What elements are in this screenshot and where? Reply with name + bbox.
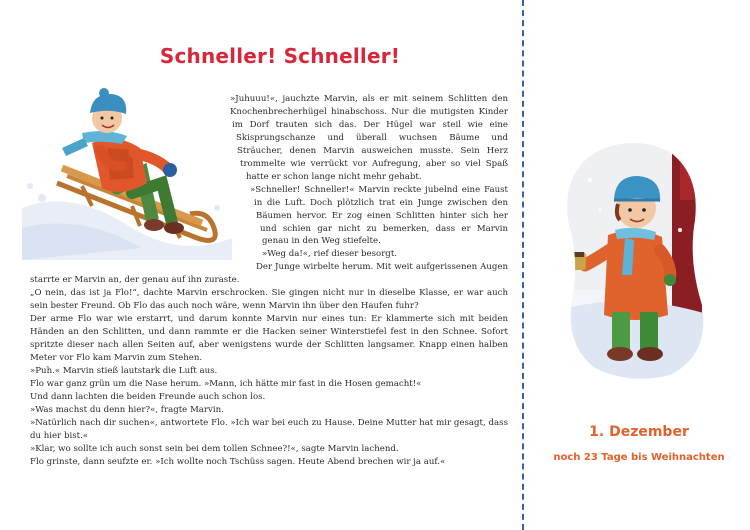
boy-with-hot-drink-illustration (560, 140, 710, 380)
paragraph: Der Junge wirbelte herum. Mit weit aufgerissenen Augen starrte er Marvin an, der genau auf ihn zuraste. (30, 262, 508, 286)
paragraph: „O nein, das ist ja Flo!“, dachte Marvin erschrocken. Sie gingen nicht nur in dieselbe Klasse, er war auch sein bester Freund. Ob Flo das auch noch wäre, wenn Marvin ihn über den Haufen fuhr? (30, 288, 508, 312)
paragraph: »Was machst du denn hier?«, fragte Marvin. (30, 404, 224, 415)
calendar-date: 1. Dezember (589, 424, 689, 440)
christmas-countdown: noch 23 Tage bis Weihnachten (553, 452, 725, 463)
paragraph: »Klar, wo sollte ich auch sonst sein bei dem tollen Schnee?!«, sagte Marvin lachend. (30, 443, 399, 454)
paragraph: Der arme Flo war wie erstarrt, und darum konnte Marvin nur eines tun: Er klammerte sich mit beiden Händen an den Schlitten, und dann rammte er die Hacken seiner Winterstiefel fest in den Schnee. Sofort spritzte dieser nach allen Seiten auf, aber wenigstens wurde der Schlitten langsamer. Knapp einen halben Meter vor Flo kam Marvin zum Stehen. (30, 314, 508, 364)
paragraph: Flo grinste, dann seufzte er. »Ich wollte noch Tschüss sagen. Heute Abend brechen wir ja auf.« (30, 456, 446, 467)
paragraph: »Schneller! Schneller!« Marvin reckte jubelnd eine Faust in die Luft. Doch plötzlich trat ein Junge zwischen den Bäumen hervor. Er zog einen Schlitten hinter sich her und schien gar nicht zu bemerken, dass er Marvin genau in den Weg stiefelte. (250, 184, 508, 247)
paragraph: Flo war ganz grün um die Nase herum. »Mann, ich hätte mir fast in die Hosen gemacht!« (30, 378, 422, 389)
story-text (30, 93, 508, 469)
paragraph: Und dann lachten die beiden Freunde auch schon los. (30, 391, 266, 402)
paragraph: »Juhuuu!«, jauchzte Marvin, als er mit seinem Schlitten den Knochenbrecherhügel hinabschoss. Nur die mutigsten Kinder im Dorf trauten sich das. Der Hügel war steil wie eine Skisprungschanze und überall wuchsen Bäume und Sträucher, denen Marvin ausweichen musste. Sein Herz trommelte wie verrückt vor Aufregung, aber so viel Spaß hatte er schon lange nicht mehr gehabt. (230, 94, 508, 182)
page-divider (522, 0, 524, 530)
paragraph: »Natürlich nach dir suchen«, antwortete Flo. »Ich war bei euch zu Hause. Deine Mutter hat mir gesagt, dass du hier bist.« (30, 417, 508, 441)
story-title: Schneller! Schneller! (159, 44, 401, 68)
paragraph: »Puh.« Marvin stieß lautstark die Luft aus. (30, 366, 218, 377)
paragraph: »Weg da!«, rief dieser besorgt. (262, 249, 397, 260)
